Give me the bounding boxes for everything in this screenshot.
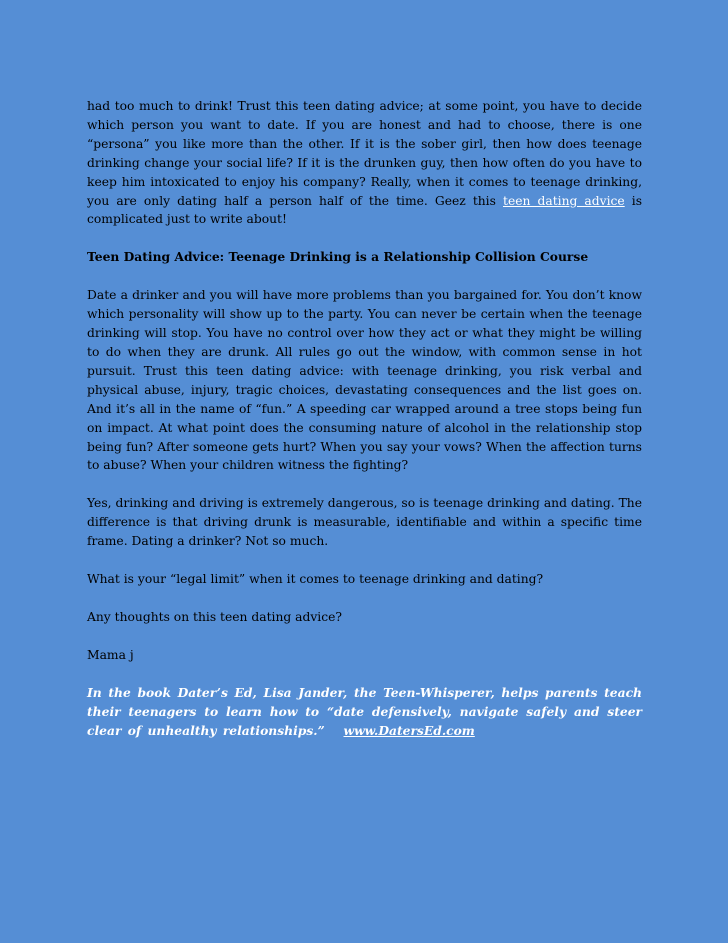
paragraph-intro [87,97,642,229]
section-heading: Teen Dating Advice: Teenage Drinking is a Relationship Collision Course [87,249,589,265]
paragraph-intro-tail: is complicated just to write about! [87,193,643,227]
teen-dating-advice-link[interactable]: teen dating advice [503,193,625,208]
document-page [87,97,642,759]
paragraph-legal-limit: What is your “legal limit” when it comes to teenage drinking and dating? [87,572,544,587]
datersed-website-link[interactable]: www.DatersEd.com [343,722,475,738]
paragraph-intro-text: had too much to drink! Trust this teen dating advice; at some point, you have to decide which person you want to date. If you are honest and had to choose, there is one “persona” you like more than the other. If it is the sober girl, then how does teenage drinking change your social life? If it is the drunken guy, then how often do you have to keep him intoxicated to enjoy his company? Really, when it comes to teenage drinking, you are only dating half a person half of the time. Geez this [87,99,642,208]
closing-text: In the book Dater’s Ed, Lisa Jander, the Teen-Whisperer, helps parents teach their teenagers to learn how to “date defensively, navigate safely and steer clear of unhealthy relationships.” [87,684,642,738]
closing-note [87,684,642,741]
paragraph-drinker: Date a drinker and you will have more problems than you bargained for. You don’t know which personality will show up to the party. You can never be certain when the teenage drinking will stop. You have no control over how they act or what they might be willing to do when they are drunk. All rules go out the window, with common sense in hot pursuit. Trust this teen dating advice: with teenage drinking, you risk verbal and physical abuse, injury, tragic choices, devastating consequences and the list goes on. And it’s all in the name of “fun.” A speeding car wrapped around a tree stops being fun on impact. At what point does the consuming nature of alcohol in the relationship stop being fun? After someone gets hurt? When you say your vows? When the affection turns to abuse? When your children witness the fighting? [87,288,642,473]
paragraph-thoughts: Any thoughts on this teen dating advice? [87,609,342,624]
paragraph-driving: Yes, drinking and driving is extremely dangerous, so is teenage drinking and dating. The difference is that driving drunk is measurable, identifiable and within a specific time frame. Dating a drinker? Not so much. [87,496,642,549]
signature: Mama j [87,647,134,662]
